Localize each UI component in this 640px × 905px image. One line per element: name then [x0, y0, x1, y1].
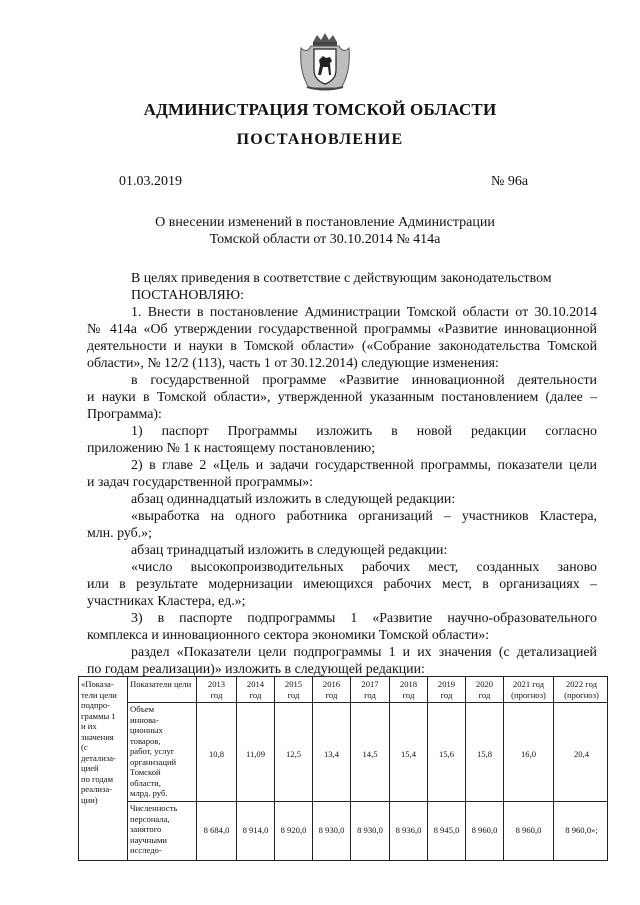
body-line: «число высокопроизводительных рабочих мест, созданных заново [131, 560, 597, 575]
body-line: области», № 12/2 (113), часть 1 от 30.12.2014) следующие изменения: [87, 356, 499, 371]
table-cell: 15,6 [438, 749, 455, 759]
subject-line: О внесении изменений в постановление Администрации [155, 215, 495, 230]
body-line: В целях приведения в соответствие с действующим законодательством [131, 271, 552, 286]
body-line: и задач государственной программы»: [87, 475, 314, 490]
table-cell: 8 930,0 [318, 825, 345, 835]
body-line: или в результате модернизации имеющихся рабочих мест, в организациях – [87, 577, 597, 592]
year-header: 2015 год [284, 679, 303, 700]
table-cell: 10,8 [208, 749, 225, 759]
table-cell: 8 945,0 [433, 825, 460, 835]
indicator-header: Показатели цели [130, 679, 192, 689]
year-header: 2014 год [246, 679, 265, 700]
body-line: Программа): [87, 407, 162, 422]
body-line: комплекса и инновационного сектора экономики Томской области»: [87, 628, 490, 643]
table-cell: 8 684,0 [203, 825, 230, 835]
year-header: 2013 год [207, 679, 226, 700]
body-line: деятельности и науки в Томской области» («Собрание законодательства Томской [87, 339, 597, 354]
body-line: 1) паспорт Программы изложить в новой редакции согласно [131, 424, 597, 439]
year-header: 2019 год [437, 679, 456, 700]
table-cell: 15,4 [400, 749, 417, 759]
body-line: 3) в паспорте подпрограммы 1 «Развитие научно-образовательного [131, 611, 597, 626]
body-line: абзац одиннадцатый изложить в следующей редакции: [131, 492, 456, 507]
document-subject [0, 214, 640, 248]
body-line: по годам реализации)» изложить в следующей редакции: [87, 662, 425, 677]
year-header: 2020 год [475, 679, 494, 700]
body-line: участниках Кластера, ед.»; [87, 594, 246, 609]
table-cell: 20,4 [573, 749, 590, 759]
year-header: 2018 год [399, 679, 418, 700]
organization-title: АДМИНИСТРАЦИЯ ТОМСКОЙ ОБЛАСТИ [143, 100, 497, 119]
table-cell: 16,0 [520, 749, 537, 759]
document-number: № 96а [491, 174, 529, 189]
table-cell: 8 936,0 [395, 825, 422, 835]
table-cell: 8 960,0»; [565, 825, 598, 835]
body-line: раздел «Показатели цели подпрограммы 1 и их значения (с детализацией [131, 645, 597, 660]
indicator-label: Численность персонала, занятого научными исследо- [130, 803, 178, 855]
body-line: ПОСТАНОВЛЯЮ: [131, 288, 244, 303]
body-line: и науки в Томской области», утвержденной указанным постановлением (далее – [87, 390, 597, 405]
table-cell: 8 930,0 [357, 825, 383, 835]
body-line: приложению № 1 к настоящему постановлению; [87, 441, 376, 456]
table-cell: 8 960,0 [515, 825, 542, 835]
table-cell: 13,4 [323, 749, 340, 759]
coat-of-arms-icon [299, 32, 351, 92]
year-header: 2017 год [361, 679, 379, 700]
body-line: абзац тринадцатый изложить в следующей редакции: [131, 543, 448, 558]
indicator-label: Объем иннова- ционных товаров, работ, услуг организаций Томской области, млрд. руб. [130, 704, 177, 798]
body-line: в государственной программе «Развитие инновационной деятельности [131, 373, 597, 388]
table-cell: 8 960,0 [471, 825, 498, 835]
indicators-table [78, 676, 608, 861]
document-type: ПОСТАНОВЛЕНИЕ [236, 131, 404, 148]
body-line: 1. Внести в постановление Администрации Томской области от 30.10.2014 [131, 305, 597, 320]
table-cell: 11,09 [245, 749, 266, 759]
body-line: № 414а «Об утверждении государственной программы «Развитие инновационной [87, 322, 597, 337]
body-line: 2) в главе 2 «Цель и задачи государственной программы, показатели цели [131, 458, 597, 473]
row-label: «Показа- тели цели подпро- граммы 1 и их значения (с детализа- цией по годам реализа- ции) [81, 679, 117, 805]
body-line: «выработка на одного работника организаций – участников Кластера, [131, 509, 597, 524]
body-line: млн. руб.»; [87, 526, 152, 541]
table-cell: 15,8 [476, 749, 493, 759]
table-cell: 12,5 [285, 749, 302, 759]
document-date: 01.03.2019 [119, 174, 182, 189]
year-header: 2016 год [322, 679, 341, 700]
year-header: 2021 год (прогноз) [511, 679, 546, 700]
table-cell: 14,5 [362, 749, 378, 759]
subject-line: Томской области от 30.10.2014 № 414а [209, 232, 441, 247]
table-cell: 8 914,0 [242, 825, 269, 835]
table-cell: 8 920,0 [280, 825, 307, 835]
year-header: 2022 год (прогноз) [564, 679, 599, 700]
